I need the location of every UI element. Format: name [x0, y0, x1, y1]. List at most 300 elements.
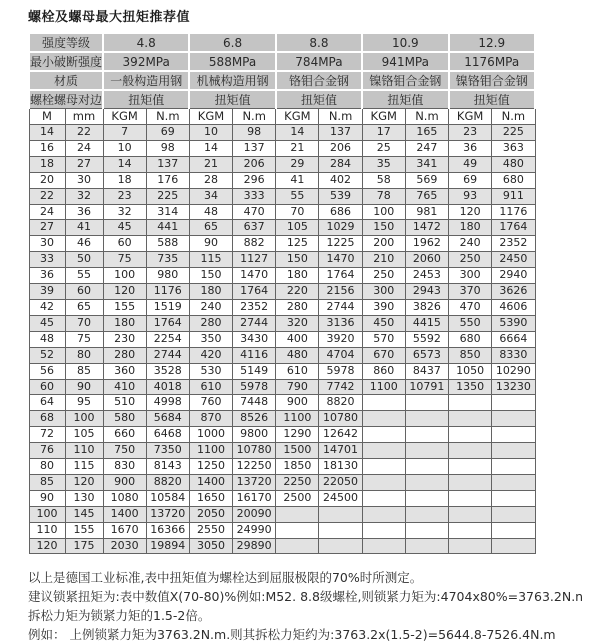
- cell: 55: [65, 268, 103, 284]
- cell: 27: [29, 220, 65, 236]
- cell: 2744: [233, 315, 276, 331]
- cell: 981: [405, 204, 448, 220]
- cell: 790: [276, 379, 319, 395]
- cell: 50: [65, 252, 103, 268]
- cell: 570: [362, 331, 405, 347]
- cell: 660: [103, 427, 146, 443]
- cell: 280: [189, 315, 232, 331]
- table-row: [29, 125, 535, 141]
- cell: 22: [65, 125, 103, 141]
- nut-across-flats-label: 螺母对边: [54, 93, 103, 107]
- cell: 41: [276, 172, 319, 188]
- grade-row: [29, 33, 535, 52]
- cell: 14701: [319, 443, 362, 459]
- cell: 115: [65, 459, 103, 475]
- cell: 125: [276, 236, 319, 252]
- cell: 1100: [362, 379, 405, 395]
- cell: 360: [103, 363, 146, 379]
- table-row: [29, 522, 535, 538]
- cell: 90: [189, 236, 232, 252]
- cell: 58: [362, 172, 405, 188]
- cell: 60: [103, 236, 146, 252]
- cell: 2943: [405, 284, 448, 300]
- cell: 2060: [405, 252, 448, 268]
- cell: 3626: [492, 284, 535, 300]
- cell: [362, 427, 405, 443]
- cell: 130: [65, 490, 103, 506]
- cell: [449, 522, 492, 538]
- cell: 7350: [146, 443, 189, 459]
- cell: 320: [276, 315, 319, 331]
- cell: 120: [29, 538, 65, 554]
- cell: [362, 538, 405, 554]
- cell: [405, 522, 448, 538]
- cell: 10290: [492, 363, 535, 379]
- cell: 333: [233, 188, 276, 204]
- cell: 14: [103, 156, 146, 172]
- cell: 1400: [103, 506, 146, 522]
- cell: 5149: [233, 363, 276, 379]
- cell: 5592: [405, 331, 448, 347]
- cell: 60: [29, 379, 65, 395]
- cell: 95: [65, 395, 103, 411]
- cell: 78: [362, 188, 405, 204]
- cell: 35: [362, 156, 405, 172]
- cell: 1290: [276, 427, 319, 443]
- cell: 180: [276, 268, 319, 284]
- cell: 580: [103, 411, 146, 427]
- cell: 14: [276, 125, 319, 141]
- cell: 17: [362, 125, 405, 141]
- cell: 420: [189, 347, 232, 363]
- cell: 25: [362, 140, 405, 156]
- torque-value-label: 扭矩值: [362, 90, 448, 109]
- cell: [362, 459, 405, 475]
- cell: 98: [146, 140, 189, 156]
- cell: 69: [146, 125, 189, 141]
- unit-m: M: [29, 109, 65, 125]
- table-row: [29, 490, 535, 506]
- cell: [405, 427, 448, 443]
- cell: 569: [405, 172, 448, 188]
- cell: 13230: [492, 379, 535, 395]
- table-row: [29, 236, 535, 252]
- cell: 56: [29, 363, 65, 379]
- cell: 296: [233, 172, 276, 188]
- cell: 150: [362, 220, 405, 236]
- cell: 137: [233, 140, 276, 156]
- cell: 240: [189, 299, 232, 315]
- cell: 670: [362, 347, 405, 363]
- cell: 137: [319, 125, 362, 141]
- cell: [405, 459, 448, 475]
- bolt-label: 螺栓: [30, 93, 55, 107]
- cell: 24500: [319, 490, 362, 506]
- cell: [492, 490, 535, 506]
- cell: 850: [449, 347, 492, 363]
- cell: [449, 490, 492, 506]
- cell: 10: [189, 125, 232, 141]
- cell: 250: [449, 252, 492, 268]
- cell: [362, 506, 405, 522]
- strength-value: 784MPa: [276, 52, 362, 71]
- table-row: [29, 443, 535, 459]
- cell: 1764: [492, 220, 535, 236]
- cell: 1250: [189, 459, 232, 475]
- cell: 280: [103, 347, 146, 363]
- torque-value-label: 扭矩值: [189, 90, 275, 109]
- grade-6-8: 6.8: [189, 33, 275, 52]
- material-value: 机械构造用钢: [189, 71, 275, 90]
- cell: 69: [449, 172, 492, 188]
- cell: 55: [276, 188, 319, 204]
- cell: 300: [362, 284, 405, 300]
- cell: 70: [65, 315, 103, 331]
- cell: 5978: [233, 379, 276, 395]
- cell: 33: [29, 252, 65, 268]
- table-row: [29, 427, 535, 443]
- cell: [319, 538, 362, 554]
- cell: 765: [405, 188, 448, 204]
- torque-table: [28, 32, 536, 554]
- cell: [449, 459, 492, 475]
- material-value: 铬钼合金钢: [276, 71, 362, 90]
- cell: 68: [29, 411, 65, 427]
- cell: 1500: [276, 443, 319, 459]
- cell: 27: [65, 156, 103, 172]
- cell: 1225: [319, 236, 362, 252]
- cell: 28: [189, 172, 232, 188]
- cell: 60: [65, 284, 103, 300]
- cell: 23: [103, 188, 146, 204]
- cell: 225: [492, 125, 535, 141]
- cell: 3050: [189, 538, 232, 554]
- cell: 860: [362, 363, 405, 379]
- cell: 3136: [319, 315, 362, 331]
- cell: 2352: [492, 236, 535, 252]
- cell: 76: [29, 443, 65, 459]
- cell: 210: [362, 252, 405, 268]
- table-body: [29, 125, 535, 554]
- note-line: 拆松力矩为锁紧力矩的1.5-2倍。: [28, 608, 211, 624]
- cell: 3528: [146, 363, 189, 379]
- cell: 105: [276, 220, 319, 236]
- cell: 70: [276, 204, 319, 220]
- table-row: [29, 538, 535, 554]
- cell: 686: [319, 204, 362, 220]
- grade-8-8: 8.8: [276, 33, 362, 52]
- table-row: [29, 331, 535, 347]
- cell: 120: [103, 284, 146, 300]
- cell: 370: [449, 284, 492, 300]
- cell: 7742: [319, 379, 362, 395]
- torque-value-label: 扭矩值: [449, 90, 535, 109]
- cell: 155: [103, 299, 146, 315]
- cell: 400: [276, 331, 319, 347]
- cell: 20090: [233, 506, 276, 522]
- cell: 206: [233, 156, 276, 172]
- cell: 36: [449, 140, 492, 156]
- cell: [492, 443, 535, 459]
- cell: 90: [29, 490, 65, 506]
- cell: 85: [65, 363, 103, 379]
- cell: 1000: [189, 427, 232, 443]
- table-row: [29, 268, 535, 284]
- cell: 314: [146, 204, 189, 220]
- cell: 1080: [103, 490, 146, 506]
- cell: 32: [65, 188, 103, 204]
- cell: 980: [146, 268, 189, 284]
- cell: 2940: [492, 268, 535, 284]
- cell: 75: [65, 331, 103, 347]
- table-row: [29, 347, 535, 363]
- cell: 32: [103, 204, 146, 220]
- units-row: [29, 109, 535, 125]
- cell: [492, 506, 535, 522]
- cell: 363: [492, 140, 535, 156]
- cell: 1670: [103, 522, 146, 538]
- cell: 93: [449, 188, 492, 204]
- cell: 39: [29, 284, 65, 300]
- cell: 510: [103, 395, 146, 411]
- cell: 180: [103, 315, 146, 331]
- cell: 3430: [233, 331, 276, 347]
- grade-10-9: 10.9: [362, 33, 448, 52]
- cell: 470: [449, 299, 492, 315]
- cell: 90: [65, 379, 103, 395]
- cell: 530: [189, 363, 232, 379]
- material-row: [29, 71, 535, 90]
- cell: 22: [29, 188, 65, 204]
- cell: [276, 522, 319, 538]
- cell: 36: [29, 268, 65, 284]
- strength-value: 941MPa: [362, 52, 448, 71]
- cell: 29: [276, 156, 319, 172]
- table-row: [29, 474, 535, 490]
- cell: [362, 443, 405, 459]
- cell: 450: [362, 315, 405, 331]
- cell: 9800: [233, 427, 276, 443]
- cell: 165: [405, 125, 448, 141]
- cell: 1100: [276, 411, 319, 427]
- cell: 480: [492, 156, 535, 172]
- cell: 75: [103, 252, 146, 268]
- cell: 1127: [233, 252, 276, 268]
- cell: 1764: [319, 268, 362, 284]
- strength-value: 588MPa: [189, 52, 275, 71]
- cell: 200: [362, 236, 405, 252]
- cell: 21: [276, 140, 319, 156]
- cell: 760: [189, 395, 232, 411]
- cell: 284: [319, 156, 362, 172]
- cell: 120: [449, 204, 492, 220]
- cell: 7448: [233, 395, 276, 411]
- table-row: [29, 411, 535, 427]
- note-line: 建议锁紧扭矩为:表中数值X(70-80)%例如:M52. 8.8级螺栓,则锁紧力矩为:4704x80%=3763.2N.n: [28, 589, 584, 605]
- cell: 588: [146, 236, 189, 252]
- cell: 180: [449, 220, 492, 236]
- cell: [449, 443, 492, 459]
- cell: [492, 474, 535, 490]
- cell: 19894: [146, 538, 189, 554]
- cell: 4998: [146, 395, 189, 411]
- cell: 46: [65, 236, 103, 252]
- cell: 18130: [319, 459, 362, 475]
- cell: 48: [189, 204, 232, 220]
- cell: 911: [492, 188, 535, 204]
- cell: 2500: [276, 490, 319, 506]
- unit-kgm: KGM: [449, 109, 492, 125]
- cell: 1176: [492, 204, 535, 220]
- cell: 1850: [276, 459, 319, 475]
- cell: 441: [146, 220, 189, 236]
- cell: 110: [65, 443, 103, 459]
- cell: 180: [189, 284, 232, 300]
- cell: [405, 474, 448, 490]
- cell: 14: [189, 140, 232, 156]
- cell: 2744: [319, 299, 362, 315]
- unit-kgm: KGM: [276, 109, 319, 125]
- cell: 2254: [146, 331, 189, 347]
- cell: 150: [276, 252, 319, 268]
- cell: 110: [29, 522, 65, 538]
- cell: 6573: [405, 347, 448, 363]
- cell: 1764: [233, 284, 276, 300]
- cell: 882: [233, 236, 276, 252]
- table-row: [29, 252, 535, 268]
- cell: 1176: [146, 284, 189, 300]
- cell: 10791: [405, 379, 448, 395]
- cell: [492, 522, 535, 538]
- cell: 4116: [233, 347, 276, 363]
- cell: [449, 474, 492, 490]
- table-row: [29, 220, 535, 236]
- table-row: [29, 459, 535, 475]
- cell: 137: [146, 156, 189, 172]
- cell: [405, 490, 448, 506]
- cell: 41: [65, 220, 103, 236]
- cell: 1519: [146, 299, 189, 315]
- cell: [449, 427, 492, 443]
- cell: 80: [65, 347, 103, 363]
- grade-12-9: 12.9: [449, 33, 535, 52]
- cell: 2453: [405, 268, 448, 284]
- cell: 4415: [405, 315, 448, 331]
- cell: 5390: [492, 315, 535, 331]
- note-line: 以上是德国工业标准,表中扭矩值为螺栓达到屈服极限的70%时所测定。: [28, 570, 423, 586]
- cell: 900: [103, 474, 146, 490]
- cell: 100: [362, 204, 405, 220]
- cell: 1350: [449, 379, 492, 395]
- cell: 610: [189, 379, 232, 395]
- cell: 280: [276, 299, 319, 315]
- cell: 750: [103, 443, 146, 459]
- cell: 410: [103, 379, 146, 395]
- cell: 6664: [492, 331, 535, 347]
- bolt-nut-label-cell: [29, 90, 103, 109]
- cell: 230: [103, 331, 146, 347]
- cell: 100: [29, 506, 65, 522]
- cell: 10780: [319, 411, 362, 427]
- cell: [449, 395, 492, 411]
- cell: 16: [29, 140, 65, 156]
- cell: 12250: [233, 459, 276, 475]
- cell: 49: [449, 156, 492, 172]
- cell: 150: [189, 268, 232, 284]
- table-row: [29, 188, 535, 204]
- unit-kgm: KGM: [362, 109, 405, 125]
- cell: 206: [319, 140, 362, 156]
- cell: 680: [449, 331, 492, 347]
- table-header: [29, 33, 535, 125]
- table-row: [29, 284, 535, 300]
- cell: 14: [29, 125, 65, 141]
- table-row: [29, 204, 535, 220]
- cell: 48: [29, 331, 65, 347]
- cell: 250: [362, 268, 405, 284]
- table-row: [29, 395, 535, 411]
- torque-value-label: 扭矩值: [276, 90, 362, 109]
- cell: [449, 506, 492, 522]
- cell: 21: [189, 156, 232, 172]
- unit-nm: N.m: [492, 109, 535, 125]
- cell: 10584: [146, 490, 189, 506]
- cell: 105: [65, 427, 103, 443]
- cell: 72: [29, 427, 65, 443]
- cell: [362, 474, 405, 490]
- cell: 13720: [233, 474, 276, 490]
- cell: 85: [29, 474, 65, 490]
- cell: 24990: [233, 522, 276, 538]
- cell: 7: [103, 125, 146, 141]
- cell: 900: [276, 395, 319, 411]
- cell: 341: [405, 156, 448, 172]
- cell: 240: [449, 236, 492, 252]
- cell: 20: [29, 172, 65, 188]
- unit-mm: mm: [65, 109, 103, 125]
- cell: 10: [103, 140, 146, 156]
- cell: 300: [449, 268, 492, 284]
- note-line: 例如： 上例锁紧力矩为3763.2N.m.则其拆松力矩约为:3763.2x(1.5-2)=5644.8-7526.4N.m: [28, 627, 556, 643]
- cell: 8820: [319, 395, 362, 411]
- cell: 1470: [319, 252, 362, 268]
- cell: 2450: [492, 252, 535, 268]
- cell: [362, 411, 405, 427]
- cell: 870: [189, 411, 232, 427]
- strength-row-label: 最小破断强度: [29, 52, 103, 71]
- cell: 24: [65, 140, 103, 156]
- cell: 4704: [319, 347, 362, 363]
- cell: 45: [29, 315, 65, 331]
- cell: 18: [103, 172, 146, 188]
- cell: 18: [29, 156, 65, 172]
- cell: 8437: [405, 363, 448, 379]
- cell: 24: [29, 204, 65, 220]
- cell: 10780: [233, 443, 276, 459]
- unit-kgm: KGM: [189, 109, 232, 125]
- cell: 64: [29, 395, 65, 411]
- cell: 2352: [233, 299, 276, 315]
- cell: 2550: [189, 522, 232, 538]
- cell: 350: [189, 331, 232, 347]
- cell: [405, 395, 448, 411]
- cell: 30: [29, 236, 65, 252]
- unit-nm: N.m: [146, 109, 189, 125]
- cell: 8143: [146, 459, 189, 475]
- cell: 1050: [449, 363, 492, 379]
- cell: 220: [276, 284, 319, 300]
- material-value: 一般构造用钢: [103, 71, 189, 90]
